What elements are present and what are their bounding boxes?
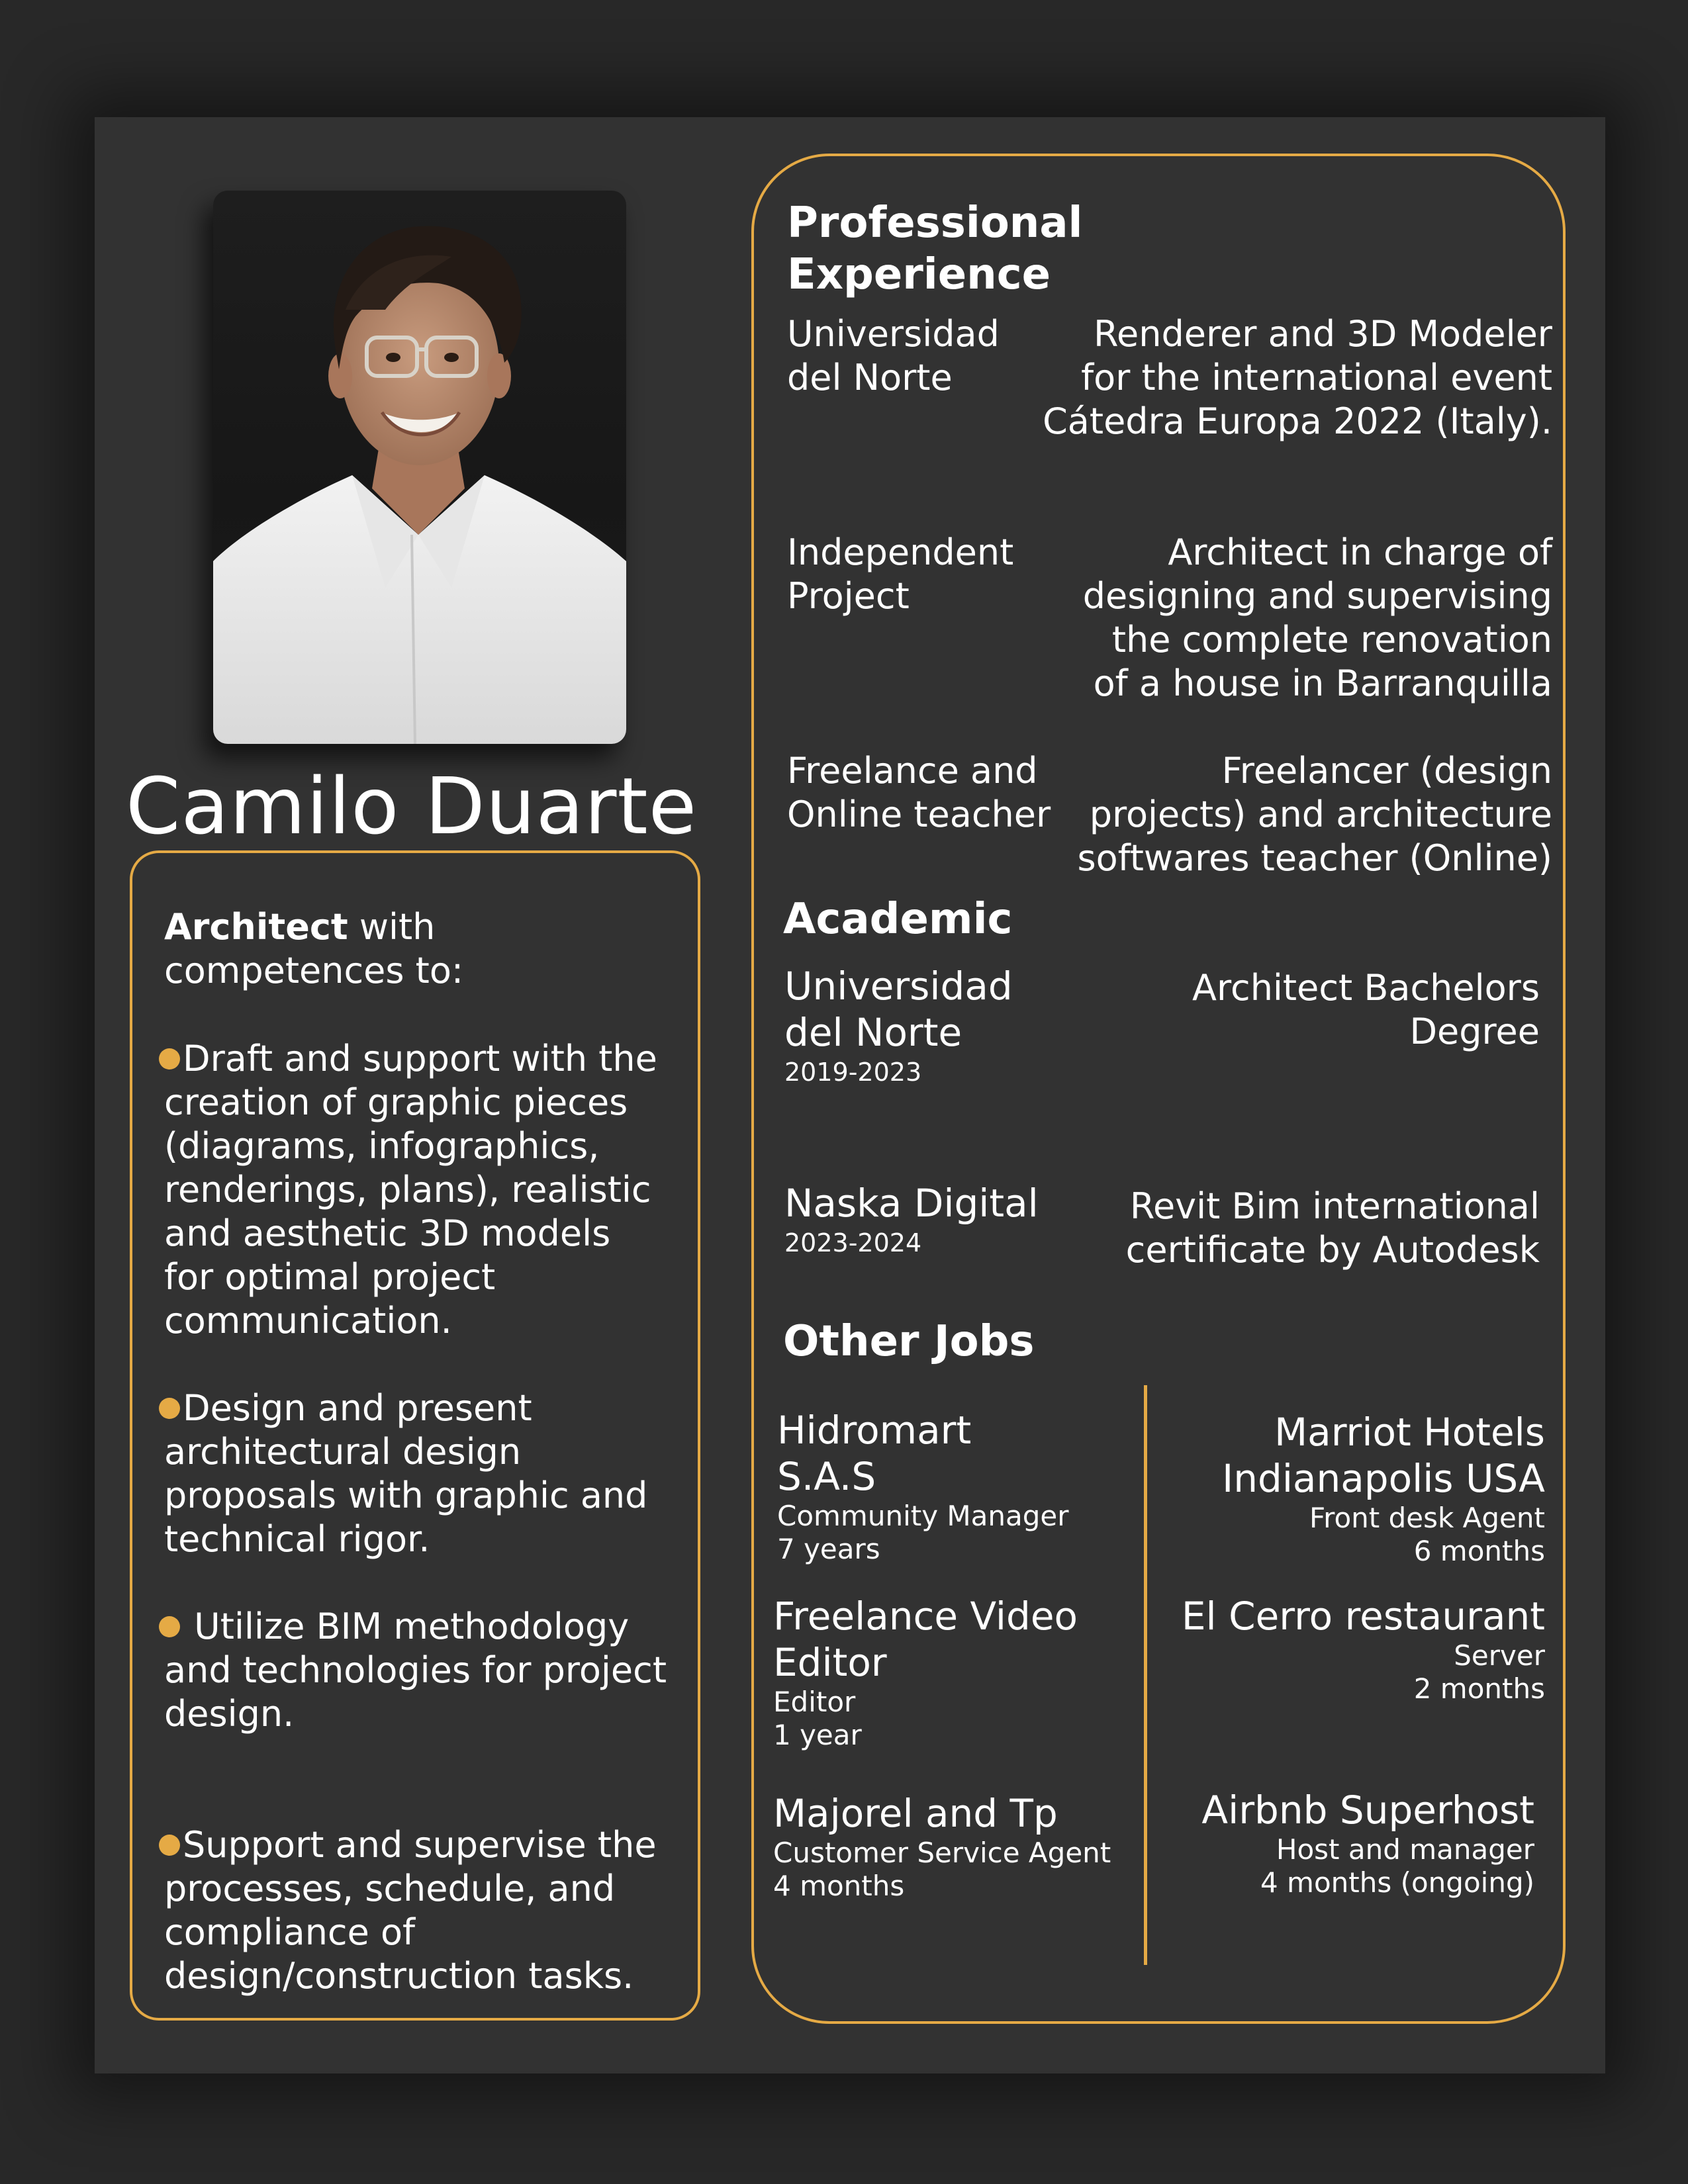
place-line: Project (787, 575, 910, 617)
place-line: Freelance and (787, 750, 1038, 792)
place-line: Online teacher (787, 794, 1051, 835)
heading-line: Professional (787, 199, 1083, 248)
summary-role: Architect (164, 906, 348, 948)
bullet-text: Draft and support with the (183, 1038, 657, 1079)
job-duration: 2 months (1413, 1672, 1545, 1705)
job-duration: 1 year (773, 1719, 862, 1751)
bullet-text: communication. (164, 1300, 452, 1342)
experience-description (1083, 531, 1552, 705)
desc-line: Revit Bim international (1129, 1185, 1540, 1227)
academic-heading: Academic (783, 895, 1013, 944)
job-duration: 7 years (777, 1533, 880, 1565)
academic-place (784, 1180, 1039, 1259)
job-role: Host and manager (1276, 1833, 1534, 1866)
job-title: Indianapolis USA (1222, 1456, 1545, 1501)
desc-line: designing and supervising (1082, 575, 1552, 617)
job-role: Community Manager (777, 1500, 1069, 1532)
bullet-text: and aesthetic 3D models (164, 1212, 611, 1254)
academic-years: 2019-2023 (784, 1058, 922, 1087)
bullet-text: Design and present (183, 1387, 532, 1429)
job-duration: 4 months (ongoing) (1260, 1866, 1534, 1899)
competence-bullet (159, 1037, 657, 1343)
bullet-text: proposals with graphic and (164, 1475, 648, 1516)
job-role: Server (1454, 1639, 1545, 1672)
bullet-text: compliance of (164, 1911, 416, 1953)
person-name: Camilo Duarte (126, 760, 698, 852)
bullet-text: renderings, plans), realistic (164, 1169, 651, 1210)
summary-intro (164, 905, 463, 993)
bullet-text: processes, schedule, and (164, 1868, 616, 1909)
heading-line: Experience (787, 250, 1051, 299)
job-role: Editor (773, 1686, 856, 1718)
job-title: Marriot Hotels (1274, 1410, 1545, 1455)
job-title: S.A.S (777, 1454, 876, 1499)
bullet-text: and technologies for project (164, 1649, 667, 1691)
bullet-icon (159, 1048, 180, 1069)
summary-intro-line2: competences to: (164, 950, 464, 991)
place-line: del Norte (787, 357, 953, 398)
profile-photo (213, 191, 626, 744)
experience-place (787, 312, 1000, 400)
place-line: Universidad (787, 313, 1000, 355)
desc-line: Cátedra Europa 2022 (Italy). (1043, 400, 1552, 442)
academic-description (1192, 966, 1540, 1054)
job-entry (773, 1790, 1111, 1903)
competence-bullet (159, 1387, 647, 1561)
bullet-text: technical rigor. (164, 1518, 430, 1560)
desc-line: the complete renovation (1111, 619, 1552, 660)
job-title: El Cerro restaurant (1181, 1594, 1545, 1639)
bullet-text: (diagrams, infographics, (164, 1125, 600, 1167)
competence-bullet (159, 1823, 657, 1998)
job-duration: 6 months (1413, 1535, 1545, 1567)
experience-place (787, 749, 1051, 837)
experience-description (1077, 749, 1552, 880)
desc-line: for the international event (1081, 357, 1552, 398)
job-entry (773, 1593, 1078, 1752)
job-title: Majorel and Tp (773, 1791, 1058, 1836)
experience-place (787, 531, 1013, 618)
desc-line: projects) and architecture (1089, 794, 1552, 835)
desc-line: Freelancer (design (1221, 750, 1552, 792)
summary-intro-rest: with (348, 906, 436, 948)
academic-description (1126, 1185, 1540, 1272)
place-line: Universidad (784, 964, 1013, 1009)
academic-place (784, 963, 1013, 1089)
job-duration: 4 months (773, 1870, 905, 1902)
experience-heading (787, 197, 1082, 300)
desc-line: Architect Bachelors (1192, 967, 1540, 1009)
jobs-divider (1144, 1385, 1147, 1965)
bullet-icon (159, 1835, 180, 1856)
desc-line: Degree (1409, 1011, 1540, 1052)
job-role: Customer Service Agent (773, 1837, 1111, 1869)
competence-bullet (159, 1605, 667, 1736)
bullet-text: Utilize BIM methodology (183, 1606, 630, 1647)
desc-line: certificate by Autodesk (1125, 1229, 1540, 1271)
bullet-text: for optimal project (164, 1256, 496, 1298)
bullet-text: Support and supervise the (183, 1824, 657, 1866)
academic-years: 2023-2024 (784, 1228, 922, 1257)
job-entry (1201, 1787, 1534, 1899)
desc-line: of a house in Barranquilla (1093, 662, 1552, 704)
job-title: Airbnb Superhost (1201, 1788, 1534, 1833)
bullet-text: design/construction tasks. (164, 1955, 634, 1997)
bullet-icon (159, 1398, 180, 1419)
job-title: Freelance Video (773, 1594, 1078, 1639)
place-line: Naska Digital (784, 1181, 1039, 1226)
bullet-icon (159, 1616, 180, 1637)
experience-description (1043, 312, 1552, 443)
place-line: Independent (787, 531, 1014, 573)
job-title: Hidromart (777, 1408, 972, 1453)
desc-line: Architect in charge of (1168, 531, 1552, 573)
place-line: del Norte (784, 1010, 962, 1055)
job-role: Front desk Agent (1309, 1502, 1545, 1534)
bullet-text: design. (164, 1693, 295, 1735)
other-jobs-heading: Other Jobs (783, 1317, 1035, 1366)
job-entry (1222, 1409, 1545, 1568)
desc-line: Renderer and 3D Modeler (1093, 313, 1552, 355)
person-illustration (213, 191, 626, 744)
desc-line: softwares teacher (Online) (1077, 837, 1552, 879)
bullet-text: creation of graphic pieces (164, 1081, 628, 1123)
job-entry (777, 1407, 1069, 1566)
job-title: Editor (773, 1640, 887, 1685)
job-entry (1182, 1593, 1545, 1706)
bullet-text: architectural design (164, 1431, 522, 1473)
